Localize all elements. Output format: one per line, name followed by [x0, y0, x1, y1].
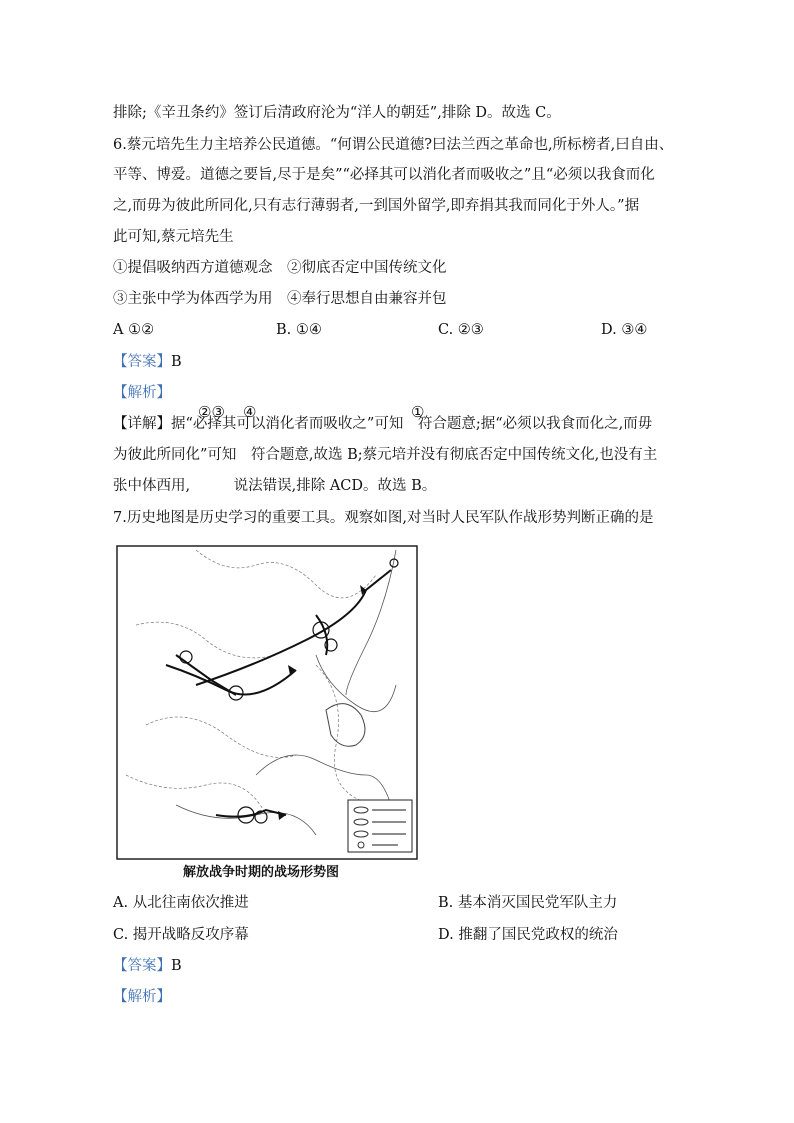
- q7-analysis-tag: 【解析】: [113, 989, 171, 1005]
- q6-detail-line-2: 为彼此所同化”可知 符合题意,故选 B;蔡元培并没有彻底否定中国传统文化,也没有主: [113, 447, 658, 463]
- battlefield-map: [116, 545, 418, 860]
- q6-stem-line-2: 平等、博爱。道德之要旨,尽于是矣”“必择其可以消化者而吸收之”且“必须以我食而化: [113, 167, 655, 183]
- answer-tag: 【答案】: [113, 354, 171, 370]
- map-caption: 解放战争时期的战场形势图: [183, 865, 340, 880]
- superscript-4: ④: [243, 403, 257, 421]
- q6-option-a: A ①②: [113, 322, 155, 338]
- q7-answer-tag: 【答案】: [113, 958, 171, 974]
- q6-option-b: B. ①④: [276, 322, 322, 338]
- q7-answer: [113, 956, 182, 976]
- q7-option-c: C. 揭开战略反攻序幕: [113, 927, 249, 943]
- q7-stem: 7.历史地图是历史学习的重要工具。观察如图,对当时人民军队作战形势判断正确的是: [113, 510, 654, 526]
- q7-option-d: D. 推翻了国民党政权的统治: [438, 927, 618, 943]
- q6-option-c: C. ②③: [438, 322, 484, 338]
- q6-option-d: D. ③④: [601, 322, 648, 338]
- q7-option-a: A. 从北往南依次推进: [113, 895, 249, 911]
- q6-stem-line-3: 之,而毋为彼此所同化,只有志行薄弱者,一到国外留学,即弃捐其我而同化于外人。”据: [113, 198, 640, 214]
- q7-answer-value: B: [171, 958, 182, 974]
- q6-stem-line-1: 6.蔡元培先生力主培养公民道德。“何谓公民道德?曰法兰西之革命也,所标榜者,曰自由、: [113, 137, 674, 153]
- answer-value: B: [171, 354, 182, 370]
- q6-statement-3-4: ③主张中学为体西学为用 ④奉行思想自由兼容并包: [113, 291, 447, 307]
- q6-answer: [113, 352, 182, 372]
- detail-text-1: 据“必择其可以消化者而吸收之”可知 符合题意;据“必须以我食而化之,而毋: [171, 416, 653, 432]
- superscript-2-3: ②③: [198, 403, 225, 421]
- line-1: 排除;《辛丑条约》签订后清政府沦为“洋人的朝廷”,排除 D。故选 C。: [113, 105, 561, 121]
- q7-option-b: B. 基本消灭国民党军队主力: [438, 895, 618, 911]
- q6-statement-1-2: ①提倡吸纳西方道德观念 ②彻底否定中国传统文化: [113, 260, 447, 276]
- superscript-1: ①: [411, 403, 425, 421]
- q6-detail-line-3: 张中体西用, 说法错误,排除 ACD。故选 B。: [113, 478, 437, 494]
- q6-analysis-tag: 【解析】: [113, 385, 171, 401]
- q6-stem-line-4: 此可知,蔡元培先生: [113, 229, 234, 245]
- detail-tag: 【详解】: [113, 416, 171, 432]
- q6-detail-line-1: [113, 414, 652, 434]
